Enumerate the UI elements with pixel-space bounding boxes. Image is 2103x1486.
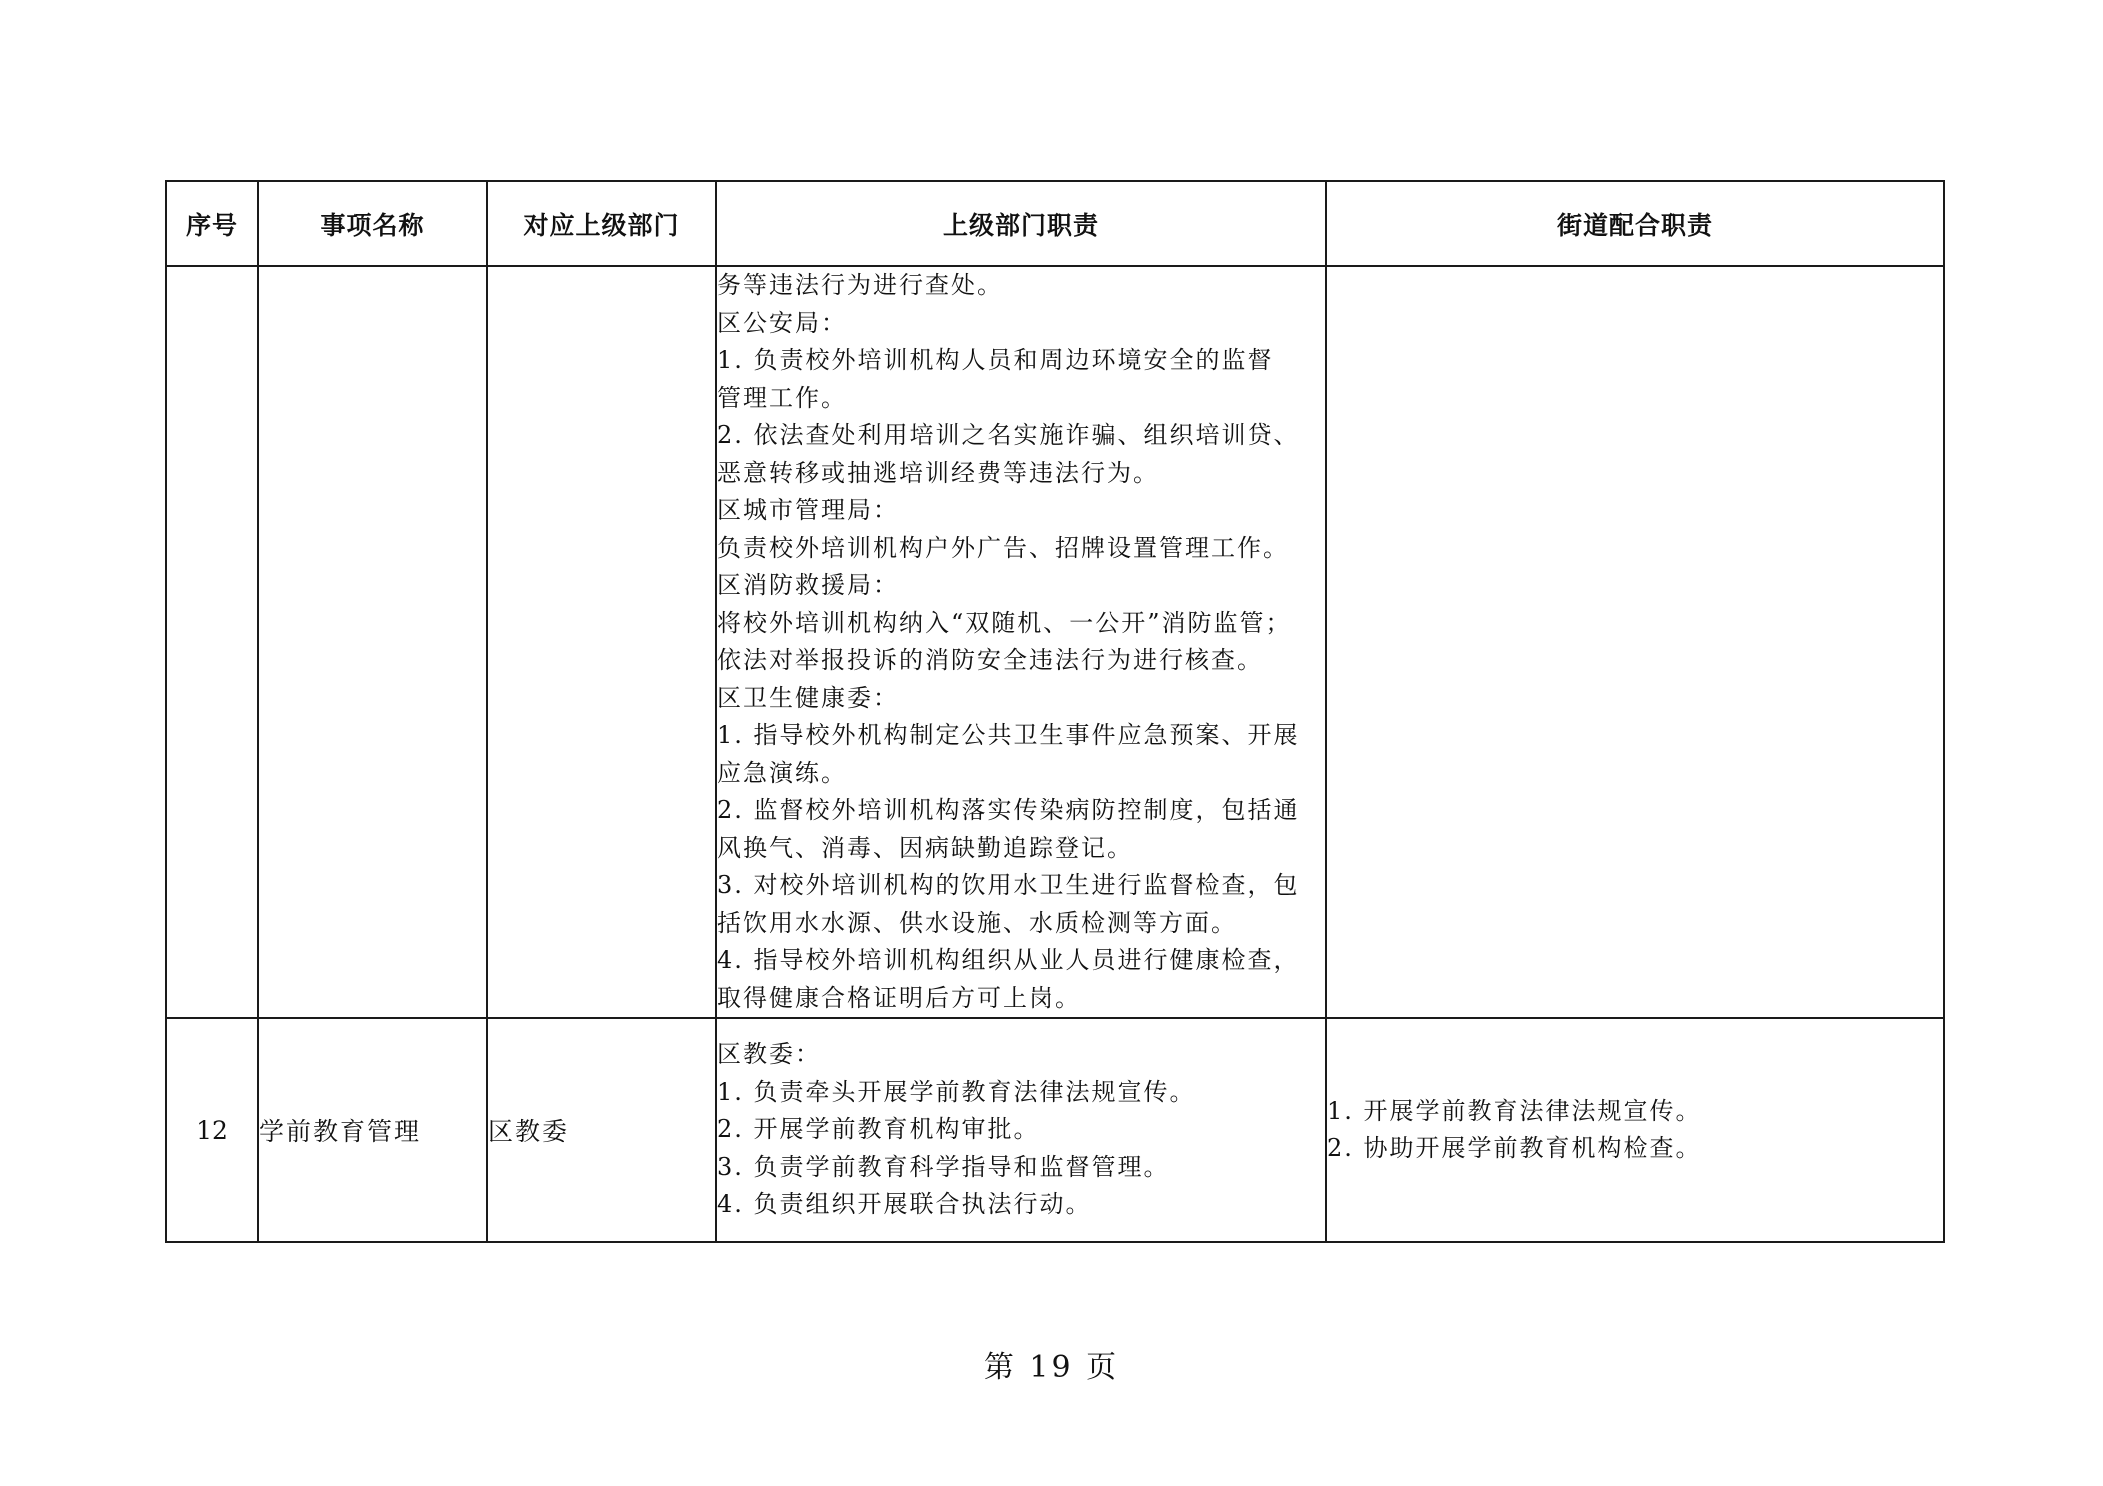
- text-line: 依法对举报投诉的消防安全违法行为进行核查。: [717, 646, 1263, 674]
- text-line: 1. 指导校外机构制定公共卫生事件应急预案、开展: [717, 721, 1300, 749]
- page-number: 第 19 页: [983, 1350, 1120, 1385]
- text-line: 1. 开展学前教育法律法规宣传。: [1327, 1096, 1702, 1125]
- text-line: 恶意转移或抽逃培训经费等违法行为。: [717, 458, 1159, 487]
- text-line: 2. 监督校外培训机构落实传染病防控制度，包括通: [717, 796, 1300, 824]
- cell-seq: 12: [166, 1018, 258, 1242]
- text-line: 4. 指导校外培训机构组织从业人员进行健康检查，: [717, 946, 1300, 974]
- text-line: 2. 协助开展学前教育机构检查。: [1327, 1134, 1702, 1162]
- text-line: 区教委：: [717, 1040, 821, 1069]
- text-line: 3. 负责学前教育科学指导和监督管理。: [717, 1152, 1170, 1181]
- table-row-continued: [166, 266, 1944, 1018]
- text-line: 风换气、消毒、因病缺勤追踪登记。: [717, 833, 1133, 862]
- text-line: 管理工作。: [717, 383, 847, 412]
- text-line: 区城市管理局：: [717, 496, 899, 524]
- cell-street-duties-empty: [1326, 266, 1944, 1018]
- cell-item-name-empty: [258, 266, 487, 1018]
- text-line: 2. 开展学前教育机构审批。: [717, 1115, 1040, 1144]
- header-item-name: 事项名称: [258, 181, 487, 266]
- cell-seq-empty: [166, 266, 258, 1018]
- text-line: 1. 负责牵头开展学前教育法律法规宣传。: [717, 1077, 1196, 1106]
- text-line: 1. 负责校外培训机构人员和周边环境安全的监督: [717, 346, 1274, 374]
- text-line: 2. 依法查处利用培训之名实施诈骗、组织培训贷、: [717, 421, 1300, 449]
- superior-duties-lines: [717, 267, 1325, 1017]
- cell-superior-duties: [716, 1018, 1326, 1242]
- text-line: 3. 对校外培训机构的饮用水卫生进行监督检查，包: [717, 871, 1300, 899]
- table-header-row: [166, 181, 1944, 266]
- text-line: 区消防救援局：: [717, 571, 899, 599]
- cell-superior-dept-empty: [487, 266, 716, 1018]
- header-street-duties: 街道配合职责: [1326, 181, 1944, 266]
- cell-superior-dept: 区教委: [487, 1018, 716, 1242]
- header-superior-duties: 上级部门职责: [716, 181, 1326, 266]
- text-line: 括饮用水水源、供水设施、水质检测等方面。: [717, 908, 1237, 937]
- text-line: 区公安局：: [717, 308, 847, 337]
- duty-table: [165, 180, 1945, 1243]
- text-line: 应急演练。: [717, 758, 847, 787]
- superior-duties-lines: [717, 1036, 1325, 1224]
- text-line: 务等违法行为进行查处。: [717, 271, 1003, 299]
- cell-street-duties: [1326, 1018, 1944, 1242]
- table-row-12: [166, 1018, 1944, 1242]
- street-duties-lines: [1327, 1093, 1943, 1168]
- text-line: 取得健康合格证明后方可上岗。: [717, 983, 1081, 1012]
- cell-superior-duties-continued: [716, 266, 1326, 1018]
- text-line: 负责校外培训机构户外广告、招牌设置管理工作。: [717, 533, 1289, 562]
- header-seq: 序号: [166, 181, 258, 266]
- header-superior-dept: 对应上级部门: [487, 181, 716, 266]
- text-line: 区卫生健康委：: [717, 683, 899, 712]
- text-line: 4. 负责组织开展联合执法行动。: [717, 1190, 1092, 1219]
- cell-item-name: 学前教育管理: [258, 1018, 487, 1242]
- text-line: 将校外培训机构纳入“双随机、一公开”消防监管；: [717, 608, 1292, 637]
